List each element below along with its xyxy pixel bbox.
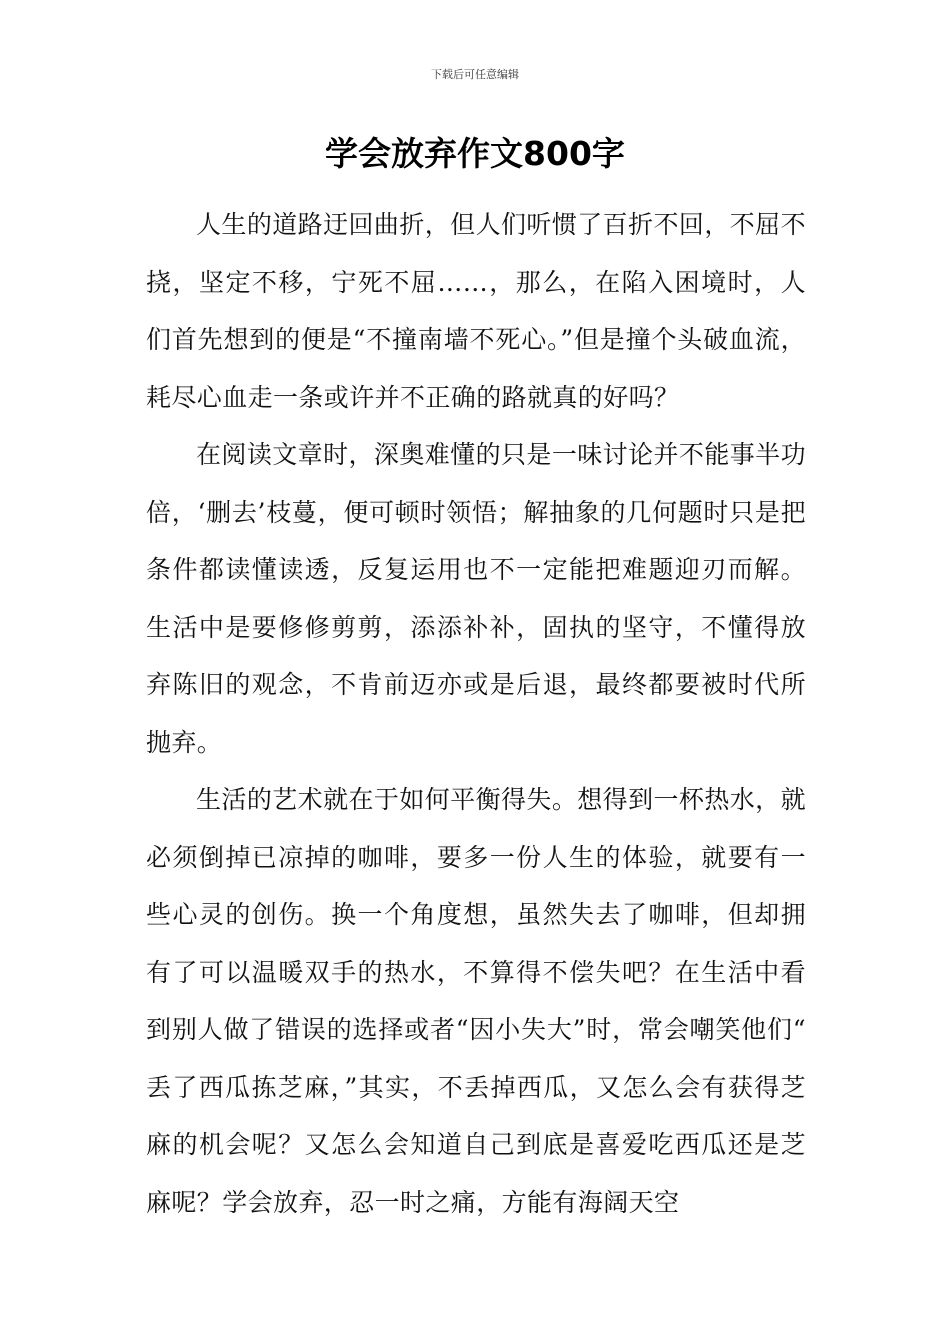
paragraph: 生活的艺术就在于如何平衡得失。想得到一杯热水，就必须倒掉已凉掉的咖啡，要多一份人生的体验，就要有一些心灵的创伤。换一个角度想，虽然失去了咖啡，但却拥有了可以温暖双手的热水，不算得不偿失吧？在生活中看到别人做了错误的选择或者“因小失大”时，常会嘲笑他们“丢了西瓜拣芝麻，”其实，不丢掉西瓜，又怎么会有获得芝麻的机会呢？又怎么会知道自己到底是喜爱吃西瓜还是芝麻呢？学会放弃，忍一时之痛，方能有海阔天空 xyxy=(146,785,806,1217)
paragraph: 人生的道路迂回曲折，但人们听惯了百折不回，不屈不挠，坚定不移，宁死不屈……，那么，在陷入困境时，人们首先想到的便是“不撞南墙不死心。”但是撞个头破血流，耗尽心血走一条或许并不正确的路就真的好吗？ xyxy=(146,210,806,412)
document-title: 学会放弃作文800字 xyxy=(325,134,625,173)
document-body xyxy=(146,196,806,1231)
header-note: 下载后可任意编辑 xyxy=(431,68,519,81)
paragraph: 在阅读文章时，深奥难懂的只是一味讨论并不能事半功倍，‘删去’枝蔓，便可顿时领悟；解抽象的几何题时只是把条件都读懂读透，反复运用也不一定能把难题迎刃而解。生活中是要修修剪剪，添添补补，固执的坚守，不懂得放弃陈旧的观念，不肯前迈亦或是后退，最终都要被时代所抛弃。 xyxy=(146,440,806,757)
